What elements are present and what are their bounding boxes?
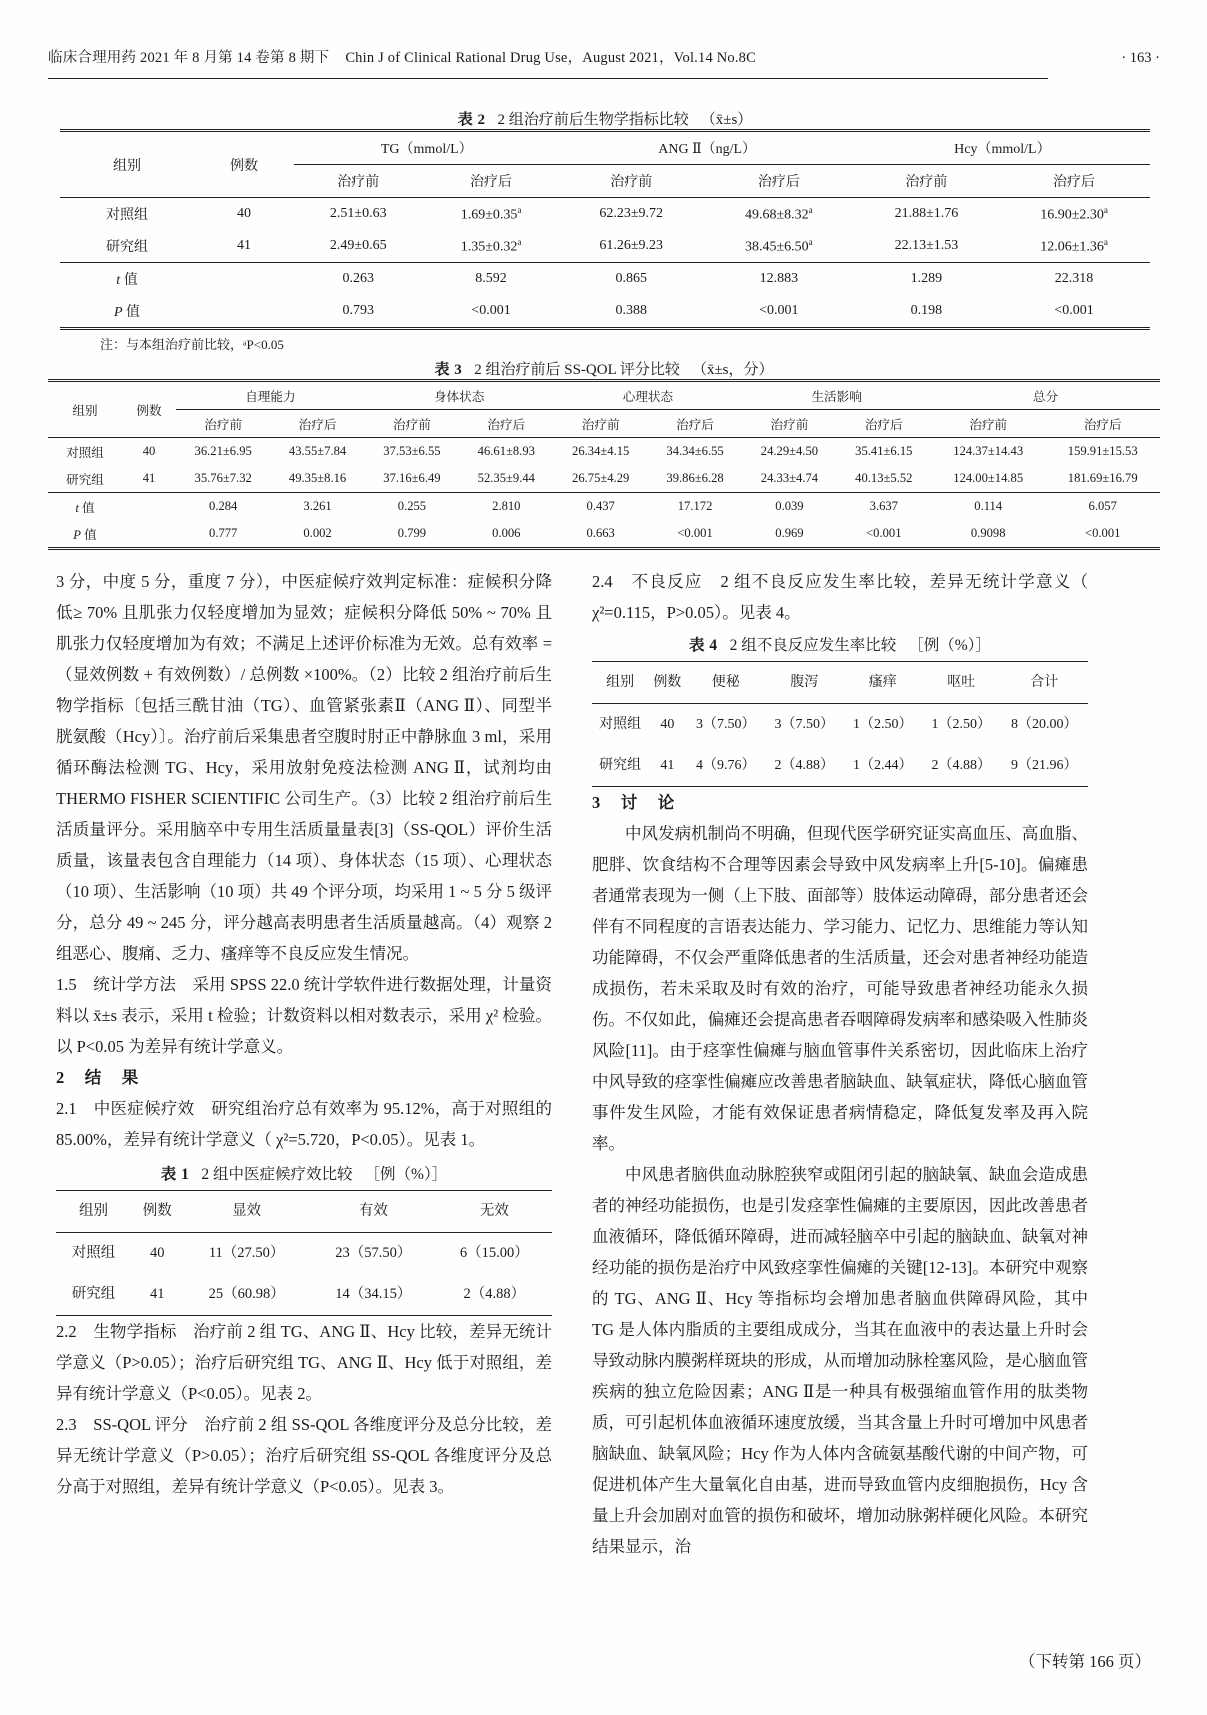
table-1-unit: ［例（%）］ <box>364 1166 448 1183</box>
running-head-rule <box>48 78 1048 79</box>
journal-name-cn: 临床合理用药 2021 年 8 月第 14 卷第 8 期下 <box>48 50 330 66</box>
table-1-value: 11（27.50） <box>208 1245 285 1261</box>
table-1-value: 2（4.88） <box>463 1286 526 1302</box>
table-3-group-name: 对照组 <box>66 446 104 460</box>
table-2-p-value: 0.198 <box>910 303 943 318</box>
section-2-2: 2.2 生物学指标 治疗前 2 组 TG、ANG Ⅱ、Hcy 比较，差异无统计学意义（P>0.05）；治疗后研究组 TG、ANG Ⅱ、Hcy 低于对照组，差异有统计学意义（P<0.05）。见表 2。 <box>56 1322 552 1403</box>
table-4-caption: 2 组不良反应发生率比较 <box>729 637 897 654</box>
table-2-value: 38.45±6.50$^a$ <box>744 236 813 255</box>
table-2-container <box>60 108 1150 366</box>
table-2-value: 62.23±9.72 <box>599 206 664 221</box>
table-2-label: 表 2 <box>457 112 486 128</box>
table-3-p-value: <0.001 <box>1084 526 1121 540</box>
table-3-group-selfcare: 自理能力 <box>176 381 365 410</box>
table-1-value: 41 <box>149 1286 165 1302</box>
table-2-value: 49.68±8.32$^a$ <box>744 204 813 223</box>
superscript-marker: a <box>1103 204 1108 215</box>
table-3-group-physical: 身体状态 <box>365 381 554 410</box>
table-2-value: 12.06±1.36$^a$ <box>1040 236 1108 255</box>
table-4-header-cell: 瘙痒 <box>868 675 897 690</box>
table-2-p-value: 0.388 <box>615 303 647 318</box>
table-3-subheader: 治疗后 <box>676 418 714 432</box>
table-4-value: 40 <box>660 717 675 732</box>
table-4-value: 对照组 <box>599 717 642 732</box>
section-2-1: 2.1 中医症候疗效 研究组治疗总有效率为 95.12%，高于对照组的 85.00%，差异有统计学意义（ χ²=5.720，P<0.05）。见表 1。 <box>56 1099 552 1149</box>
right-text-column <box>592 566 1088 1562</box>
table-2-col-group: 组别 <box>113 158 141 174</box>
table-2-group-name: 研究组 <box>106 240 148 255</box>
table-2-case-count: 41 <box>237 238 251 253</box>
table-1-header-cell: 组别 <box>79 1203 109 1219</box>
stat-label: t 值 <box>75 501 95 515</box>
table-4-value: 3（7.50） <box>774 717 834 732</box>
table-4-header-row <box>592 662 1088 704</box>
table-4-value: 研究组 <box>599 758 642 773</box>
table-3-t-value: 0.437 <box>586 499 615 513</box>
table-4-value: 8（20.00） <box>1011 717 1078 732</box>
table-3-group-name: 研究组 <box>66 473 104 487</box>
superscript-marker: a <box>808 204 813 215</box>
table-3-case-count: 40 <box>142 444 156 458</box>
table-2-value: 2.51±0.63 <box>329 206 387 221</box>
table-1-header-cell: 例数 <box>142 1203 172 1219</box>
table-2-group-ang: ANG Ⅱ（ng/L） <box>560 131 855 165</box>
table-3-value: 34.34±6.55 <box>666 444 724 458</box>
journal-name-en: Chin J of Clinical Rational Drug Use，August 2021，Vol.14 No.8C <box>345 50 756 66</box>
table-2-sub-hcy-before: 治疗前 <box>905 175 948 190</box>
table-2-group-hcy: Hcy（mmol/L） <box>855 131 1150 165</box>
table-3-p-value: 0.969 <box>775 526 804 540</box>
table-4-value: 1（2.50） <box>931 717 992 732</box>
table-3-value: 52.35±9.44 <box>477 471 535 485</box>
table-3-value: 49.35±8.16 <box>288 471 347 485</box>
table-3-t-value: 3.637 <box>869 499 898 513</box>
table-4-value: 41 <box>660 758 675 773</box>
table-2-caption: 2 组治疗前后生物学指标比较 <box>497 112 689 128</box>
table-row <box>592 704 1088 746</box>
table-2-value: 1.35±0.32$^a$ <box>460 236 522 255</box>
table-3-value: 43.55±7.84 <box>288 444 347 458</box>
table-3-header-row-2 <box>48 410 1160 438</box>
superscript-marker: a <box>1103 236 1108 247</box>
table-2-sub-ang-after: 治疗后 <box>757 175 800 190</box>
table-row <box>60 198 1150 231</box>
table-3-subheader: 治疗前 <box>770 418 809 432</box>
table-3-value: 26.75±4.29 <box>572 471 630 485</box>
table-2-t-value: 8.592 <box>475 271 507 286</box>
table-3-case-count: 41 <box>142 471 156 485</box>
table-2-col-n: 例数 <box>230 158 258 174</box>
table-4-value: 3（7.50） <box>695 717 756 732</box>
table-3-p-value: 0.799 <box>397 526 427 540</box>
table-3-subheader: 治疗后 <box>487 418 526 432</box>
table-3-subheader: 治疗后 <box>298 418 337 432</box>
table-3-t-value: 0.255 <box>397 499 427 513</box>
section-heading-2: 2 结 果 <box>56 1068 141 1087</box>
table-4-value: 2（4.88） <box>931 758 992 773</box>
table-3-t-value: 0.114 <box>974 499 1003 513</box>
table-3-subheader: 治疗前 <box>581 418 620 432</box>
table-3-body <box>48 438 1160 549</box>
table-2-t-value: 1.289 <box>910 271 943 286</box>
table-1-value: 40 <box>149 1245 165 1261</box>
stat-label: P 值 <box>113 305 141 320</box>
table-1-value: 研究组 <box>71 1286 116 1302</box>
table-3-t-value: 0.039 <box>775 499 804 513</box>
table-2-note: 注：与本组治疗前比较，ᵃP<0.05 <box>100 337 284 352</box>
table-3-title <box>48 358 1160 379</box>
table-1-body <box>56 1233 552 1316</box>
table-3-subheader: 治疗前 <box>204 418 243 432</box>
spacer <box>194 295 294 329</box>
table-1-value: 23（57.50） <box>335 1245 412 1261</box>
table-4-header-cell: 组别 <box>606 675 635 690</box>
table-3-group-total: 总分 <box>931 381 1160 410</box>
table-3-value: 181.69±16.79 <box>1067 471 1138 485</box>
table-2-case-count: 40 <box>237 206 251 221</box>
table-2-sub-hcy-after: 治疗后 <box>1053 175 1096 190</box>
table-4-header-cell: 便秘 <box>711 675 740 690</box>
table-3-container <box>48 358 1160 550</box>
superscript-marker: a <box>517 204 522 215</box>
spacer <box>122 493 176 521</box>
table-3-p-value: <0.001 <box>866 526 902 540</box>
table-2-sub-tg-before: 治疗前 <box>337 175 380 190</box>
table-4-header-cell: 呕吐 <box>947 675 976 690</box>
section-2-3: 2.3 SS-QOL 评分 治疗前 2 组 SS-QOL 各维度评分及总分比较，差异无统计学意义（P>0.05）；治疗后研究组 SS-QOL 各维度评分及总分高于对照组，差异有统计学意义（P<0.05）。见表 3。 <box>56 1415 552 1496</box>
table-3-value: 24.33±4.74 <box>760 471 819 485</box>
table-3-t-value: 2.810 <box>492 499 521 513</box>
table-2-group-tg: TG（mmol/L） <box>294 131 560 165</box>
table-4-container <box>592 630 1088 787</box>
table-3-caption: 2 组治疗前后 SS-QOL 评分比较 <box>474 362 680 378</box>
section-1-5: 1.5 统计学方法 采用 SPSS 22.0 统计学软件进行数据处理，计量资料以 x̄±s 表示，采用 t 检验；计数资料以相对数表示，采用 χ² 检验。以 P<0.05 为差异有统计学意义。 <box>56 975 552 1056</box>
table-2-unit: （x̄±s） <box>700 112 753 128</box>
page-number: · 163 · <box>1121 50 1160 66</box>
table-2-p-value: <0.001 <box>759 303 799 318</box>
table-1-label: 表 1 <box>160 1166 190 1183</box>
table-2-p-value: <0.001 <box>471 303 511 318</box>
table-1-header-cell: 有效 <box>358 1203 388 1219</box>
table-2-header-row-1 <box>60 131 1150 165</box>
running-head <box>48 46 1160 67</box>
table-3-t-value: 0.284 <box>209 499 238 513</box>
table-4-value: 1（2.50） <box>853 717 913 732</box>
table-3-t-value: 17.172 <box>677 499 713 513</box>
table-2-t-value: 0.865 <box>615 271 647 286</box>
table-3-subheader: 治疗后 <box>1083 418 1122 432</box>
table-2-value: 2.49±0.65 <box>329 238 387 253</box>
table-3-subheader: 治疗后 <box>864 418 903 432</box>
table-2-value: 22.13±1.53 <box>894 238 959 253</box>
section-2-4: 2.4 不良反应 2 组不良反应发生率比较，差异无统计学意义（ χ²=0.115，P>0.05）。见表 4。 <box>592 572 1088 622</box>
methods-paragraph: 3 分，中度 5 分，重度 7 分），中医症候疗效判定标准：症候积分降低≥ 70% 且肌张力仅轻度增加为显效；症候积分降低 50% ~ 70% 且肌张力仅轻度增加为有效；不满足上述评价标准为无效。总有效率 =（显效例数 + 有效例数）/ 总例数 ×100%。（2）比较 2 组治疗前后生物学指标〔包括三酰甘油（TG）、血管紧张素Ⅱ（ANG Ⅱ）、同型半胱氨酸（Hcy）〕。治疗前后采集患者空腹时肘正中静脉血 3 ml，采用循环酶法检测 TG、Hcy，采用放射免疫法检测 ANG Ⅱ，试剂均由 THERMO FISHER SCIENTIFIC 公司生产。（3）比较 2 组治疗前后生活质量评分。采用脑卒中专用生活质量量表[3]（SS-QOL）评价生活质量，该量表包含自理能力（14 项）、身体状态（15 项）、心理状态（10 项）、生活影响（10 项）共 49 个评分项，均采用 1 ~ 5 分 5 级评分，总分 49 ~ 245 分，评分越高表明患者生活质量越高。（4）观察 2 组恶心、腹痛、乏力、瘙痒等不良反应发生情况。 <box>56 572 552 963</box>
section-heading-3: 3 讨 论 <box>592 793 677 812</box>
table-3-group-lifeimpact: 生活影响 <box>742 381 931 410</box>
table-3-value: 159.91±15.53 <box>1067 444 1138 458</box>
table-2-value: 16.90±2.30$^a$ <box>1040 204 1108 223</box>
table-4-value: 2（4.88） <box>774 758 834 773</box>
continued-note: （下转第 166 页） <box>1019 1652 1151 1671</box>
table-3-t-value: 3.261 <box>303 499 332 513</box>
table-3-t-value: 6.057 <box>1088 499 1117 513</box>
table-2-p-value: 0.793 <box>342 303 375 318</box>
table-3-value: 46.61±8.93 <box>477 444 535 458</box>
discussion-paragraph-2: 中风患者脑供血动脉腔狭窄或阻闭引起的脑缺氧、缺血会造成患者的神经功能损伤，也是引发痉挛性偏瘫的主要原因，因此改善患者血液循环，降低循环障碍，进而减轻脑卒中引起的脑缺血、缺氧对神经功能的损伤是治疗中风致痉挛性偏瘫的关键[12-13]。本研究中观察的 TG、ANG Ⅱ、Hcy 等指标均会增加患者脑血供障碍风险，其中 TG 是人体内脂质的主要组成成分，当其在血液中的表达量上升时会导致动脉内膜粥样斑块的形成，从而增加动脉栓塞风险，是心脑血管疾病的独立危险因素；ANG Ⅱ是一种具有极强缩血管作用的肽类物质，可引起机体血液循环速度放缓，当其含量上升时可增加中风患者脑缺血、缺氧风险；Hcy 作为人体内含硫氨基酸代谢的中间产物，可促进机体产生大量氧化自由基，进而导致血管内皮细胞损伤，Hcy 含量上升会加剧对血管的损伤和破坏，增加动脉粥样硬化风险。本研究结果显示，治 <box>592 1165 1088 1556</box>
table-3-group-mental: 心理状态 <box>554 381 743 410</box>
table-2-t-row <box>60 263 1150 296</box>
table-1-container <box>56 1159 552 1316</box>
table-3-p-value: 0.9098 <box>970 526 1006 540</box>
table-3 <box>48 379 1160 550</box>
table-3-value: 40.13±5.52 <box>855 471 913 485</box>
table-3-value: 35.76±7.32 <box>194 471 252 485</box>
table-1-value: 6（15.00） <box>459 1245 529 1261</box>
discussion-paragraph-1: 中风发病机制尚不明确，但现代医学研究证实高血压、高血脂、肥胖、饮食结构不合理等因素会导致中风发病率上升[5-10]。偏瘫患者通常表现为一侧（上下肢、面部等）肢体运动障碍，部分患者还会伴有不同程度的言语表达能力、学习能力、记忆力、思维能力等认知功能障碍，不仅会严重降低患者的生活质量，还会对患者神经功能造成损伤，若未采取及时有效的治疗，可能导致患者神经功能永久损伤。不仅如此，偏瘫还会提高患者吞咽障碍发病率和感染吸入性肺炎风险[11]。由于痉挛性偏瘫与脑血管事件关系密切，因此临床上治疗中风导致的痉挛性偏瘫应改善患者脑缺血、缺氧症状，降低心脑血管事件发生风险，才能有效保证患者病情稳定，降低复发率及再入院率。 <box>592 824 1088 1153</box>
table-3-value: 39.86±6.28 <box>666 471 724 485</box>
table-2-sub-tg-after: 治疗后 <box>470 175 513 190</box>
table-2-p-value: <0.001 <box>1054 303 1094 318</box>
table-2-value: 1.69±0.35$^a$ <box>460 204 522 223</box>
table-4-value: 1（2.44） <box>853 758 913 773</box>
table-1-caption: 2 组中医症候疗效比较 <box>201 1166 353 1183</box>
table-4-title <box>592 630 1088 661</box>
table-3-label: 表 3 <box>434 362 463 378</box>
superscript-marker: a <box>808 236 813 247</box>
table-3-value: 35.41±6.15 <box>855 444 913 458</box>
table-3-value: 37.16±6.49 <box>383 471 441 485</box>
table-1-header-cell: 显效 <box>232 1203 262 1219</box>
table-2-group-name: 对照组 <box>106 208 148 223</box>
table-2-value: 61.26±9.23 <box>599 238 664 253</box>
table-4-unit: ［例（%）］ <box>908 637 991 654</box>
table-3-subheader: 治疗前 <box>969 418 1008 432</box>
table-3-value: 26.34±4.15 <box>572 444 630 458</box>
table-2-t-value: 12.883 <box>759 271 799 286</box>
table-4-value: 9（21.96） <box>1011 758 1078 773</box>
table-4-header-cell: 腹泻 <box>790 675 819 690</box>
table-3-unit: （x̄±s，分） <box>691 362 774 378</box>
table-2-t-value: 0.263 <box>342 271 375 286</box>
table-3-value: 37.53±6.55 <box>383 444 441 458</box>
table-1-header-cell: 无效 <box>479 1203 509 1219</box>
table-3-header-row-1 <box>48 381 1160 410</box>
table-3-t-row <box>48 493 1160 521</box>
table-2-value: 21.88±1.76 <box>894 206 959 221</box>
table-4-header-cell: 合计 <box>1030 675 1059 690</box>
left-text-column <box>56 566 552 1502</box>
table-2-sub-ang-before: 治疗前 <box>610 175 653 190</box>
table-1-value: 25（60.98） <box>208 1286 285 1302</box>
stat-label: t 值 <box>116 273 138 288</box>
stat-label: P 值 <box>73 528 97 542</box>
table-2-p-row <box>60 295 1150 329</box>
table-2-title <box>60 108 1150 129</box>
table-row <box>592 745 1088 787</box>
table-1 <box>56 1190 552 1316</box>
table-3-p-value: 0.002 <box>303 526 332 540</box>
table-1-title <box>56 1159 552 1190</box>
spacer <box>122 520 176 549</box>
table-3-p-value: 0.663 <box>586 526 615 540</box>
table-1-value: 14（34.15） <box>335 1286 412 1302</box>
table-3-col-group: 组别 <box>72 404 98 418</box>
table-4-value: 4（9.76） <box>695 758 756 773</box>
table-row <box>60 230 1150 263</box>
table-4 <box>592 661 1088 787</box>
table-3-value: 24.29±4.50 <box>760 444 819 458</box>
table-4-header-cell: 例数 <box>653 675 682 690</box>
table-3-value: 124.37±14.43 <box>953 444 1024 458</box>
table-3-value: 36.21±6.95 <box>194 444 252 458</box>
table-2 <box>60 129 1150 330</box>
table-3-p-row <box>48 520 1160 549</box>
table-2-body <box>60 198 1150 329</box>
table-3-col-n: 例数 <box>136 404 162 418</box>
table-3-value: 124.00±14.85 <box>953 471 1024 485</box>
table-row <box>56 1274 552 1316</box>
table-row <box>48 465 1160 493</box>
table-3-p-value: 0.006 <box>492 526 521 540</box>
table-2-t-value: 22.318 <box>1054 271 1094 286</box>
table-3-p-value: 0.777 <box>209 526 238 540</box>
table-3-p-value: <0.001 <box>677 526 713 540</box>
spacer <box>194 263 294 296</box>
table-row <box>48 438 1160 466</box>
table-4-label: 表 4 <box>689 637 718 654</box>
superscript-marker: a <box>517 236 522 247</box>
table-4-body <box>592 704 1088 787</box>
table-row <box>56 1233 552 1275</box>
table-1-value: 对照组 <box>71 1245 116 1261</box>
table-1-header-row <box>56 1191 552 1233</box>
running-head-left <box>48 46 756 67</box>
table-3-subheader: 治疗前 <box>393 418 431 432</box>
